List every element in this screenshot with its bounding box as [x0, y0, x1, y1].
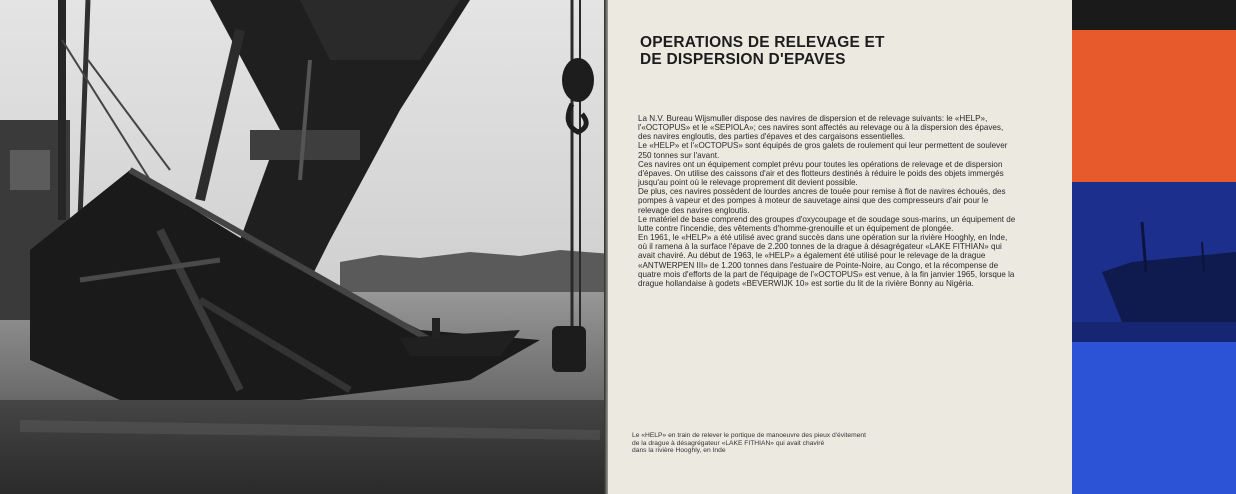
salvage-photo: [0, 0, 612, 494]
caption-line: de la drague à désagrégateur «LAKE FITHIAN» qui avait chaviré: [632, 439, 825, 447]
body-text: [638, 114, 1018, 288]
paragraph: Le «HELP» et l'«OCTOPUS» sont équipés de gros galets de roulement qui leur permettent de soulever 250 tonnes sur l'avant.: [638, 141, 1008, 160]
paragraph: La N.V. Bureau Wijsmuller dispose des navires de dispersion et de relevage suivants: le «HELP», l'«OCTOPUS» et le «SEPIOLA»; ces navires sont affectés au relevage ou à la dispersion des épaves, des navires engloutis, des parties d'épaves et des cargaisons essentielles.: [638, 114, 1004, 142]
page-title: [640, 34, 885, 68]
paragraph: Le matériel de base comprend des groupes d'oxycoupage et de soudage sous-marins, un équipement de lutte contre l'incendie, des vêtements d'homme-grenouille et un équipement de plongée.: [638, 214, 1016, 233]
title-line: OPERATIONS DE RELEVAGE ET: [640, 34, 885, 51]
text-page: [608, 0, 1072, 494]
band-top-shadow: [1072, 0, 1236, 30]
caption-line: Le «HELP» en train de relever le portique de manoeuvre des pieux d'évitement: [632, 432, 866, 439]
paragraph: De plus, ces navires possèdent de lourdes ancres de touée pour remise à flot de navires échoués, des pompes à vapeur et des pompes à moteur de sauvetage ainsi que des compresseurs d'air pour le relevage des navires engloutis.: [638, 187, 1006, 215]
paragraph: En 1961, le «HELP» a été utilisé avec grand succès dans une opération sur la rivière Hooghly, en Inde, où il ramena à la surface l'épave de 2.200 tonnes de la drague à désagrégateur «LAKE FITHIAN» qui avait chaviré. Au début de 1963, le «HELP» a également été utilisé pour le relevage de la drague «ANTWERPEN III» de 1.200 tonnes dans l'estuaire de Pointe-Noire, au Congo, et la récompense de quatre mois d'efforts de la part de l'équipage de l'«OCTOPUS» est venue, à la fin janvier 1965, lorsque la drague hollandaise à godets «BEVERWIJK 10» est sortie du lit de la rivière Bonny au Nigéria.: [638, 233, 1015, 288]
paragraph: Ces navires ont un équipement complet prévu pour toutes les opérations de relevage et de dispersion d'épaves. On utilise des caissons d'air et des flotteurs destinés à réduire le poids des objets immergés jusqu'au point où le relevage proprement dit devient possible.: [638, 159, 1004, 188]
title-line: DE DISPERSION D'EPAVES: [640, 51, 846, 68]
blue-color-band: [1072, 342, 1236, 494]
photo-caption: [632, 432, 942, 455]
ship-photo-band: [1072, 182, 1236, 342]
caption-line: dans la rivière Hooghly, en Inde: [632, 447, 726, 455]
orange-color-band: [1072, 30, 1236, 182]
